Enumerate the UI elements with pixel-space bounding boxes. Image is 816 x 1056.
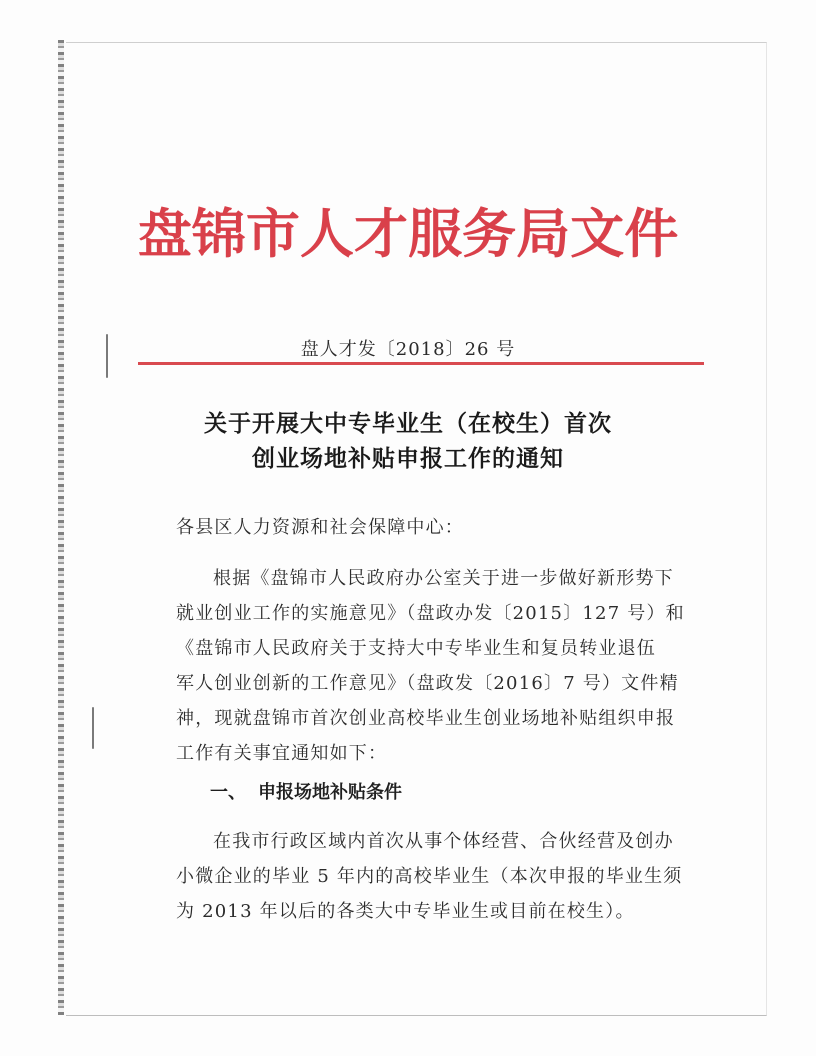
section-1-heading-text: 申报场地补贴条件 bbox=[258, 782, 402, 803]
addressee-line: 各县区人力资源和社会保障中心： bbox=[176, 517, 464, 538]
document-number: 盘人才发〔2018〕26 号 bbox=[300, 339, 516, 360]
scan-binding-edge bbox=[58, 40, 64, 1015]
paragraph-1-line: 军人创业创新的工作意见》（盘政发〔2016〕7 号）文件精 bbox=[176, 673, 679, 694]
paragraph-2-line: 小微企业的毕业 5 年内的高校毕业生（本次申报的毕业生须 bbox=[176, 866, 683, 887]
section-1-number: 一、 bbox=[210, 782, 246, 803]
red-header-rule bbox=[138, 362, 704, 365]
paragraph-1-line: 神，现就盘锦市首次创业高校毕业生创业场地补贴组织申报 bbox=[176, 708, 676, 729]
section-1-heading bbox=[210, 778, 402, 804]
notice-title-line-1: 关于开展大中专毕业生（在校生）首次 bbox=[204, 411, 612, 437]
paragraph-1-line: 就业创业工作的实施意见》（盘政办发〔2015〕127 号）和 bbox=[176, 603, 685, 624]
notice-title-line-2: 创业场地补贴申报工作的通知 bbox=[252, 446, 564, 472]
staple-mark-bottom bbox=[92, 707, 94, 749]
agency-header-title: 盘锦市人才服务局文件 bbox=[137, 203, 679, 265]
paragraph-1-line: 工作有关事宜通知如下： bbox=[176, 743, 388, 764]
paragraph-2-line: 在我市行政区域内首次从事个体经营、合伙经营及创办 bbox=[213, 831, 674, 852]
paragraph-1-line: 根据《盘锦市人民政府办公室关于进一步做好新形势下 bbox=[213, 568, 674, 589]
paragraph-1-line: 《盘锦市人民政府关于支持大中专毕业生和复员转业退伍 bbox=[176, 638, 656, 659]
paragraph-2-line: 为 2013 年以后的各类大中专毕业生或目前在校生）。 bbox=[176, 901, 635, 922]
